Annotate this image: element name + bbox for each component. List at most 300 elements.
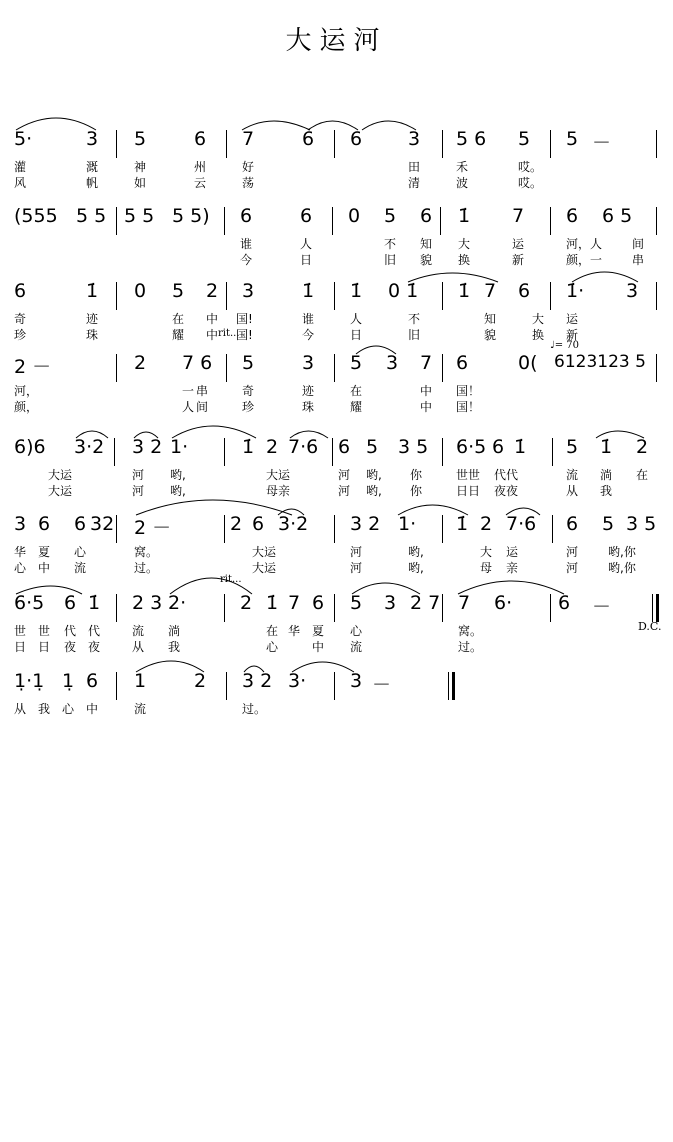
lyric: 日 bbox=[38, 640, 51, 654]
notes-line bbox=[12, 280, 664, 306]
barline bbox=[334, 130, 335, 158]
note: 3 5 bbox=[626, 513, 657, 535]
note: 6 bbox=[74, 513, 87, 535]
notes-line bbox=[12, 436, 664, 462]
lyric: 大运 bbox=[252, 545, 277, 559]
note: 1̣ bbox=[62, 670, 75, 692]
lyric: 大 bbox=[458, 237, 471, 251]
note: 7 bbox=[512, 205, 525, 227]
lyric: 中 bbox=[206, 328, 219, 342]
barline bbox=[116, 594, 117, 622]
lyric: 流 bbox=[74, 561, 87, 575]
note: － bbox=[592, 596, 612, 618]
lyric: 神 bbox=[134, 160, 147, 174]
note: 2 bbox=[480, 513, 493, 535]
final-barline bbox=[656, 594, 659, 622]
note: 2 － bbox=[134, 517, 172, 539]
note: 3 5 bbox=[398, 436, 429, 458]
barline bbox=[656, 354, 657, 382]
lyric: 代 bbox=[88, 624, 101, 638]
barline bbox=[332, 438, 333, 466]
lyric: 中 bbox=[420, 400, 433, 414]
notes-line bbox=[12, 513, 664, 539]
lyric: 世 bbox=[38, 624, 51, 638]
lyric: 哟, bbox=[366, 484, 382, 498]
barline bbox=[116, 672, 117, 700]
system-7 bbox=[12, 574, 664, 662]
barline bbox=[116, 207, 117, 235]
notes-line bbox=[12, 128, 664, 154]
note: 5 5) bbox=[172, 205, 210, 227]
lyric: 亲 bbox=[506, 561, 519, 575]
note: 6)6 bbox=[14, 436, 46, 458]
lyrics-verse-1 bbox=[12, 466, 664, 480]
lyric: 国！ bbox=[456, 400, 481, 414]
barline bbox=[442, 282, 443, 310]
barline bbox=[656, 282, 657, 310]
lyrics-verse-2 bbox=[12, 326, 664, 340]
lyric: 中 bbox=[420, 384, 433, 398]
note: 6 bbox=[38, 513, 51, 535]
lyric: 今 bbox=[302, 328, 315, 342]
barline bbox=[442, 438, 443, 466]
note: 2 bbox=[230, 513, 243, 535]
lyric: 串 bbox=[196, 384, 209, 398]
note: 2 bbox=[240, 592, 253, 614]
note: 7 bbox=[420, 352, 433, 374]
note: 5 6 bbox=[456, 128, 487, 150]
note: 1̇ bbox=[88, 592, 101, 614]
barline bbox=[226, 354, 227, 382]
note: 7 bbox=[242, 128, 255, 150]
lyric: 窝。 bbox=[458, 624, 483, 638]
lyric: 好 bbox=[242, 160, 255, 174]
lyric: 心 bbox=[74, 545, 87, 559]
lyric: 流 bbox=[134, 702, 147, 716]
barline bbox=[550, 282, 551, 310]
note: 1̇ bbox=[458, 280, 471, 302]
lyric: 奇 bbox=[242, 384, 255, 398]
note: 5 bbox=[384, 205, 397, 227]
lyric: 流 bbox=[132, 624, 145, 638]
note: 2 bbox=[636, 436, 649, 458]
lyric: 代代 bbox=[494, 468, 519, 482]
lyric: 换 bbox=[532, 328, 545, 342]
lyric: 我 bbox=[38, 702, 51, 716]
lyric: 哟, bbox=[366, 468, 382, 482]
lyric: 新 bbox=[512, 253, 525, 267]
note: 5 5 bbox=[124, 205, 155, 227]
lyric: 如 bbox=[134, 176, 147, 190]
lyrics-verse-1 bbox=[12, 235, 664, 249]
barline bbox=[116, 130, 117, 158]
barline bbox=[550, 130, 551, 158]
barline bbox=[550, 207, 551, 235]
lyric: 过。 bbox=[458, 640, 483, 654]
note: 0 bbox=[348, 205, 361, 227]
lyric: 淌 bbox=[168, 624, 181, 638]
note: 5 bbox=[366, 436, 379, 458]
lyric: 清 bbox=[408, 176, 421, 190]
note: 3 bbox=[302, 352, 315, 374]
note: 3 bbox=[86, 128, 99, 150]
rit-mark: rit... bbox=[220, 574, 242, 585]
lyric: 代 bbox=[64, 624, 77, 638]
barline bbox=[334, 282, 335, 310]
barline bbox=[116, 515, 117, 543]
note: 1̇ bbox=[86, 280, 99, 302]
lyric: 你 bbox=[410, 468, 423, 482]
lyric: 河 bbox=[338, 468, 351, 482]
note: － bbox=[592, 132, 612, 154]
note: 6 bbox=[252, 513, 265, 535]
lyric: 哟,你 bbox=[608, 561, 636, 575]
note: 3·2 bbox=[278, 513, 309, 535]
lyric: 河，人 bbox=[566, 237, 603, 251]
note: 6· bbox=[494, 592, 513, 614]
lyric: 国! bbox=[236, 328, 253, 342]
note: 6 bbox=[64, 592, 77, 614]
system-1 bbox=[12, 128, 664, 198]
lyric: 谁 bbox=[302, 312, 315, 326]
tempo-mark: ♩= 70 bbox=[550, 340, 579, 351]
lyric: 迹 bbox=[302, 384, 315, 398]
note: 6 bbox=[518, 280, 531, 302]
lyric: 心 bbox=[62, 702, 75, 716]
note: 6 bbox=[14, 280, 27, 302]
note: 2 － bbox=[14, 356, 52, 378]
note: 0 1̇ bbox=[388, 280, 419, 302]
note: 3 2 bbox=[132, 436, 163, 458]
note: 1̇ bbox=[350, 280, 363, 302]
note: 7·6 bbox=[288, 436, 319, 458]
note: 3 bbox=[14, 513, 27, 535]
final-barline bbox=[452, 672, 455, 700]
note: 2 bbox=[206, 280, 219, 302]
note: 5 bbox=[566, 436, 579, 458]
note: 7 bbox=[458, 592, 471, 614]
lyric: 从 bbox=[14, 702, 27, 716]
rit-mark: rit... bbox=[218, 328, 240, 339]
note: 1̣·1̣ bbox=[14, 670, 45, 692]
lyrics-verse-2 bbox=[12, 638, 664, 652]
barline bbox=[552, 438, 553, 466]
lyrics-verse-2 bbox=[12, 559, 664, 573]
note: 1· bbox=[398, 513, 417, 535]
lyrics-verse-2 bbox=[12, 251, 664, 265]
note: 7·6 bbox=[506, 513, 537, 535]
note: 6 bbox=[420, 205, 433, 227]
note: 7 6 bbox=[182, 352, 213, 374]
note: － bbox=[372, 674, 392, 696]
note: 6·5 bbox=[14, 592, 45, 614]
note: 5 bbox=[566, 128, 579, 150]
lyric: 荡 bbox=[242, 176, 255, 190]
lyric: 知 bbox=[484, 312, 497, 326]
barline bbox=[656, 207, 657, 235]
note: 6 bbox=[86, 670, 99, 692]
lyric: 中 bbox=[312, 640, 325, 654]
barline bbox=[226, 130, 227, 158]
lyric: 灌 bbox=[14, 160, 27, 174]
note: 1̇ bbox=[458, 205, 471, 227]
lyrics-verse-1 bbox=[12, 310, 664, 324]
note: 5 bbox=[602, 513, 615, 535]
lyric: 大 bbox=[480, 545, 493, 559]
lyric: 心 bbox=[14, 561, 27, 575]
note: 6 bbox=[558, 592, 571, 614]
lyric: 母 bbox=[480, 561, 493, 575]
note: 3· bbox=[288, 670, 307, 692]
note: 2 bbox=[134, 352, 147, 374]
lyric: 耀 bbox=[172, 328, 185, 342]
lyric: 人 bbox=[182, 400, 195, 414]
barline bbox=[442, 130, 443, 158]
lyric: 日 bbox=[300, 253, 313, 267]
barline bbox=[226, 672, 227, 700]
note: 5 bbox=[350, 352, 363, 374]
note: 5 5 bbox=[76, 205, 107, 227]
note: 1· bbox=[170, 436, 189, 458]
note: 1̇ bbox=[242, 436, 255, 458]
lyric: 哟, bbox=[408, 561, 424, 575]
lyric: 颜， bbox=[14, 400, 39, 414]
lyric: 在 bbox=[350, 384, 363, 398]
lyric: 华 bbox=[288, 624, 301, 638]
barline bbox=[334, 594, 335, 622]
lyric: 旧 bbox=[384, 253, 397, 267]
lyric: 珠 bbox=[302, 400, 315, 414]
note: 0 bbox=[134, 280, 147, 302]
lyric: 大 bbox=[532, 312, 545, 326]
lyric: 哟, bbox=[408, 545, 424, 559]
lyrics-verse-2 bbox=[12, 398, 664, 412]
lyric: 珍 bbox=[14, 328, 27, 342]
lyric: 河 bbox=[350, 545, 363, 559]
barline bbox=[448, 672, 449, 700]
note: 32 bbox=[90, 513, 115, 535]
note: 3 bbox=[408, 128, 421, 150]
note: 6 bbox=[300, 205, 313, 227]
note: 2 bbox=[266, 436, 279, 458]
note: 0( bbox=[518, 352, 538, 374]
note: 3 bbox=[626, 280, 639, 302]
note: 6 bbox=[456, 352, 469, 374]
lyric: 间 bbox=[632, 237, 645, 251]
system-2 bbox=[12, 205, 664, 275]
lyric: 河 bbox=[566, 561, 579, 575]
note: 1̇ bbox=[302, 280, 315, 302]
lyric: 心 bbox=[350, 624, 363, 638]
barline bbox=[224, 438, 225, 466]
lyric: 河 bbox=[566, 545, 579, 559]
lyric: 人 bbox=[300, 237, 313, 251]
lyric: 河， bbox=[14, 384, 39, 398]
lyric: 帆 bbox=[86, 176, 99, 190]
note: 3 2 bbox=[242, 670, 273, 692]
barline bbox=[224, 207, 225, 235]
note: 3 bbox=[384, 592, 397, 614]
lyric: 迹 bbox=[86, 312, 99, 326]
lyric: 换 bbox=[458, 253, 471, 267]
lyrics-verse-1 bbox=[12, 158, 664, 172]
lyric: 大运 bbox=[252, 561, 277, 575]
note: 1̇ bbox=[266, 592, 279, 614]
lyrics-verse-2 bbox=[12, 174, 664, 188]
note: 1̇ bbox=[456, 513, 469, 535]
lyric: 夜 bbox=[64, 640, 77, 654]
note: 6 bbox=[338, 436, 351, 458]
lyric: 流 bbox=[350, 640, 363, 654]
lyric: 风 bbox=[14, 176, 27, 190]
barline bbox=[442, 594, 443, 622]
lyric: 哟, bbox=[170, 484, 186, 498]
notes-line bbox=[12, 670, 664, 696]
note: 6123123 5 bbox=[554, 352, 646, 372]
lyric: 运 bbox=[506, 545, 519, 559]
lyric: 田 bbox=[408, 160, 421, 174]
lyrics-verse-1 bbox=[12, 622, 664, 636]
lyric: 中 bbox=[86, 702, 99, 716]
note: 5 bbox=[134, 128, 147, 150]
barline bbox=[114, 438, 115, 466]
lyric: 谁 bbox=[240, 237, 253, 251]
lyric: 大运 bbox=[48, 468, 73, 482]
note: 6 bbox=[194, 128, 207, 150]
lyric: 从 bbox=[132, 640, 145, 654]
lyric: 夏 bbox=[312, 624, 325, 638]
note: 1̇· bbox=[566, 280, 585, 302]
notes-line bbox=[12, 592, 664, 618]
lyric: 禾 bbox=[456, 160, 469, 174]
barline bbox=[226, 282, 227, 310]
lyric: 州 bbox=[194, 160, 207, 174]
lyric: 新 bbox=[566, 328, 579, 342]
barline bbox=[224, 515, 225, 543]
lyric: 世 bbox=[14, 624, 27, 638]
dc-mark: D.C. bbox=[638, 620, 662, 633]
note: 3 bbox=[350, 670, 363, 692]
lyric: 国！ bbox=[456, 384, 481, 398]
note: 2 3 bbox=[132, 592, 163, 614]
note: 6 bbox=[312, 592, 325, 614]
lyric: 你 bbox=[410, 484, 423, 498]
barline bbox=[552, 515, 553, 543]
lyric: 在 bbox=[266, 624, 279, 638]
lyric: 溉 bbox=[86, 160, 99, 174]
lyric: 在 bbox=[636, 468, 649, 482]
lyric: 夏 bbox=[38, 545, 51, 559]
lyric: 从 bbox=[566, 484, 579, 498]
lyric: 心 bbox=[266, 640, 279, 654]
note: 1̇ bbox=[514, 436, 527, 458]
note: 6 bbox=[492, 436, 505, 458]
lyric: 国! bbox=[236, 312, 253, 326]
note: 6 bbox=[566, 205, 579, 227]
note: 3·2 bbox=[74, 436, 105, 458]
lyric: 母亲 bbox=[266, 484, 291, 498]
note: 2· bbox=[168, 592, 187, 614]
lyrics-verse-1 bbox=[12, 382, 664, 396]
note: 6 5 bbox=[602, 205, 633, 227]
lyric: 运 bbox=[566, 312, 579, 326]
barline bbox=[334, 354, 335, 382]
lyric: 过。 bbox=[242, 702, 267, 716]
lyric: 颜，一 bbox=[566, 253, 603, 267]
lyric: 人 bbox=[350, 312, 363, 326]
note: 1̇ bbox=[600, 436, 613, 458]
lyrics-verse-1 bbox=[12, 543, 664, 557]
lyric: 日日 bbox=[456, 484, 481, 498]
lyric: 大运 bbox=[266, 468, 291, 482]
note: 5 bbox=[518, 128, 531, 150]
lyric: 运 bbox=[512, 237, 525, 251]
lyric: 奇 bbox=[14, 312, 27, 326]
note: 2 7 bbox=[410, 592, 441, 614]
lyric: 貌 bbox=[484, 328, 497, 342]
barline bbox=[550, 594, 551, 622]
note: 3 bbox=[386, 352, 399, 374]
lyric: 大运 bbox=[48, 484, 73, 498]
lyric: 波 bbox=[456, 176, 469, 190]
lyric: 日 bbox=[14, 640, 27, 654]
lyric: 河 bbox=[132, 468, 145, 482]
lyric: 我 bbox=[168, 640, 181, 654]
note: 5· bbox=[14, 128, 33, 150]
barline bbox=[440, 207, 441, 235]
barline bbox=[334, 672, 335, 700]
lyric: 间 bbox=[196, 400, 209, 414]
barline bbox=[334, 515, 335, 543]
note: 1 bbox=[134, 670, 147, 692]
note: 5 bbox=[172, 280, 185, 302]
lyric: 河 bbox=[338, 484, 351, 498]
lyric: 不 bbox=[408, 312, 421, 326]
lyric: 过。 bbox=[134, 561, 159, 575]
note: 2 bbox=[194, 670, 207, 692]
barline bbox=[656, 130, 657, 158]
note: 5 bbox=[350, 592, 363, 614]
lyric: 中 bbox=[206, 312, 219, 326]
lyric: 知 bbox=[420, 237, 433, 251]
lyric: 日 bbox=[350, 328, 363, 342]
barline bbox=[332, 207, 333, 235]
lyric: 华 bbox=[14, 545, 27, 559]
lyric: 我 bbox=[600, 484, 613, 498]
lyric: 哎。 bbox=[518, 176, 543, 190]
lyric: 一 bbox=[182, 384, 195, 398]
note: 6 bbox=[350, 128, 363, 150]
lyric: 珠 bbox=[86, 328, 99, 342]
note: (555 bbox=[14, 205, 58, 227]
lyric: 哟,你 bbox=[608, 545, 636, 559]
note: 3 bbox=[242, 280, 255, 302]
barline bbox=[652, 594, 653, 622]
barline bbox=[224, 594, 225, 622]
lyric: 河 bbox=[132, 484, 145, 498]
system-6 bbox=[12, 513, 664, 583]
note: 6 bbox=[240, 205, 253, 227]
lyric: 世世 bbox=[456, 468, 481, 482]
system-5 bbox=[12, 436, 664, 506]
note: 7 bbox=[288, 592, 301, 614]
note: 6 bbox=[566, 513, 579, 535]
lyric: 貌 bbox=[420, 253, 433, 267]
note: 3 2 bbox=[350, 513, 381, 535]
lyric: 哎。 bbox=[518, 160, 543, 174]
lyric: 淌 bbox=[600, 468, 613, 482]
note: 5 bbox=[242, 352, 255, 374]
